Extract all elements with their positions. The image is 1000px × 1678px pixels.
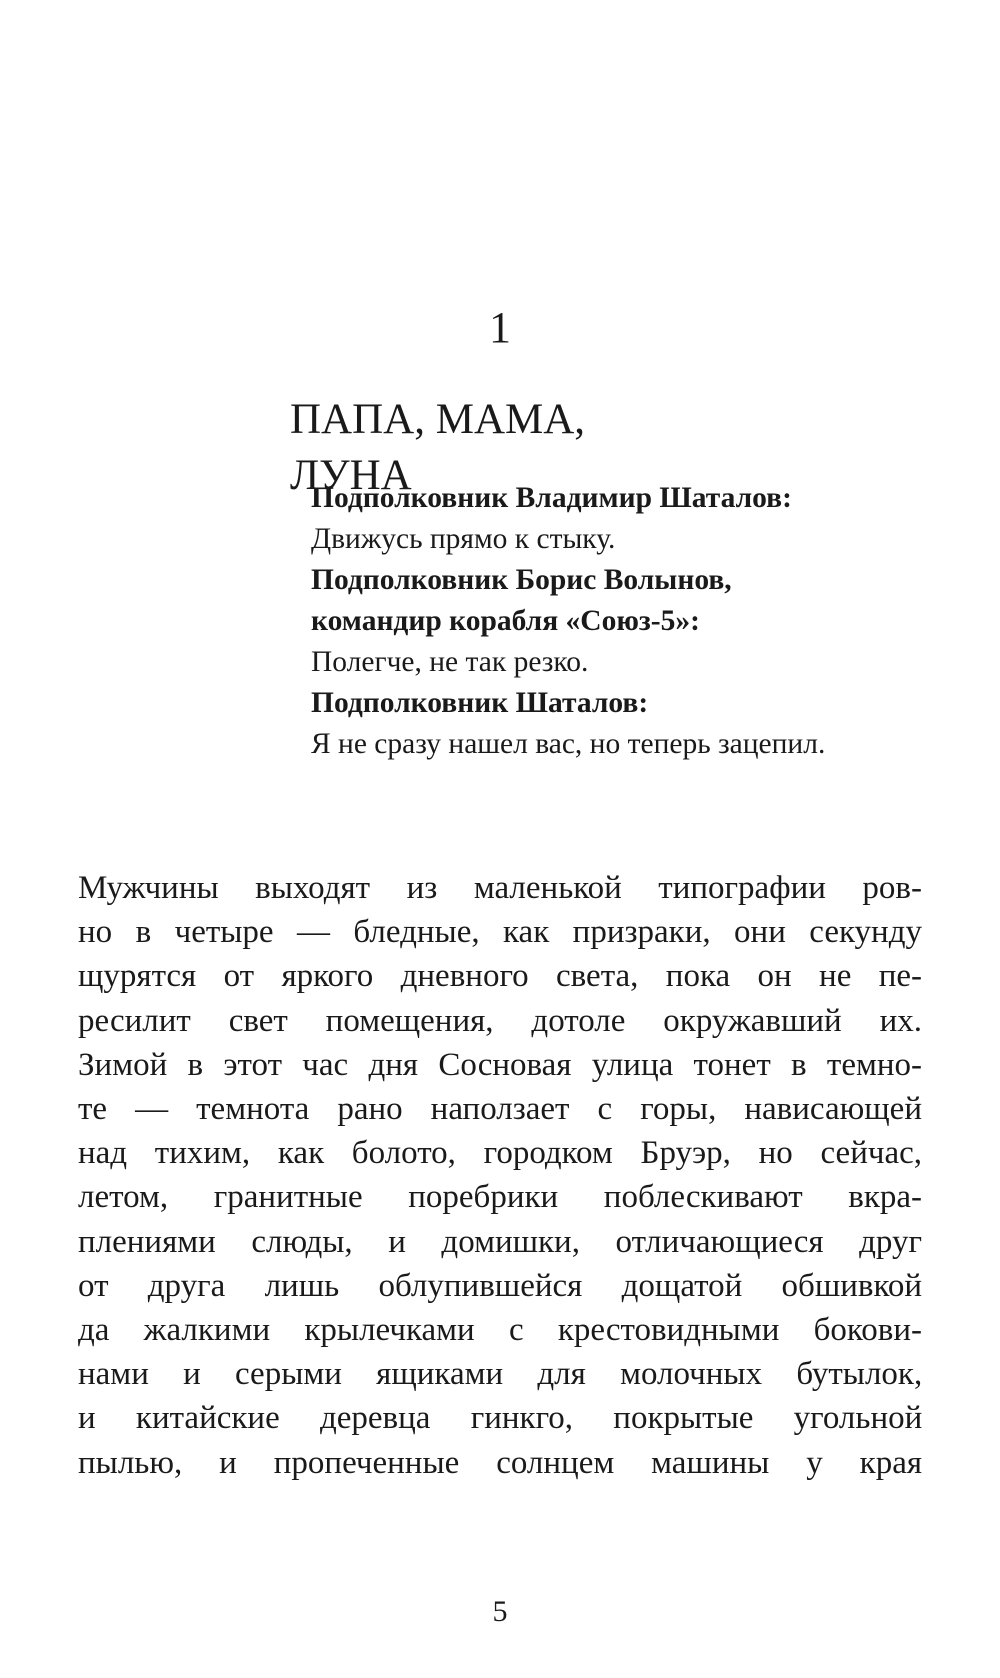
epigraph-speaker: Подполковник Борис Волынов,: [311, 564, 732, 596]
epigraph-line: Я не сразу нашел вас, но теперь зацепил.: [311, 728, 826, 760]
body-line: нами и серыми ящиками для молочных бутылок,: [78, 1356, 923, 1393]
epigraph-speaker: Подполковник Шаталов:: [311, 687, 649, 719]
body-paragraph: [78, 866, 922, 1485]
body-line: щурятся от яркого дневного света, пока он не пе-: [78, 958, 923, 995]
page-number: 5: [492, 1595, 508, 1628]
body-line: ресилит свет помещения, дотоле окружавший их.: [78, 1002, 922, 1039]
chapter-number: 1: [489, 303, 511, 352]
body-line: от друга лишь облупившейся дощатой обшивкой: [78, 1267, 922, 1304]
body-line: и китайские деревца гинкго, покрытые угольной: [78, 1400, 923, 1437]
body-line: плениями слюды, и домишки, отличающиеся друг: [78, 1223, 922, 1260]
body-line: пылью, и пропеченные солнцем машины у края: [78, 1444, 923, 1481]
body-line: Зимой в этот час дня Сосновая улица тонет в темно-: [78, 1046, 922, 1083]
body-line: но в четыре — бледные, как призраки, они секунду: [78, 914, 922, 951]
epigraph-line: Полегче, не так резко.: [311, 646, 589, 678]
epigraph-speaker: Подполковник Владимир Шаталов:: [311, 482, 792, 514]
body-line: над тихим, как болото, городком Бруэр, но сейчас,: [78, 1135, 922, 1172]
body-line: летом, гранитные поребрики поблескивают вкра-: [78, 1179, 922, 1216]
body-line: да жалкими крылечками с крестовидными бокови-: [78, 1312, 923, 1349]
body-line: те — темнота рано наползает с горы, нависающей: [78, 1091, 922, 1128]
chapter-title: ПАПА, МАМА, ЛУНА: [290, 396, 586, 499]
epigraph: [311, 478, 971, 765]
body-line: Мужчины выходят из маленькой типографии ров-: [78, 870, 922, 906]
epigraph-line: Движусь прямо к стыку.: [311, 523, 616, 555]
epigraph-speaker: командир корабля «Союз-5»:: [311, 605, 700, 637]
